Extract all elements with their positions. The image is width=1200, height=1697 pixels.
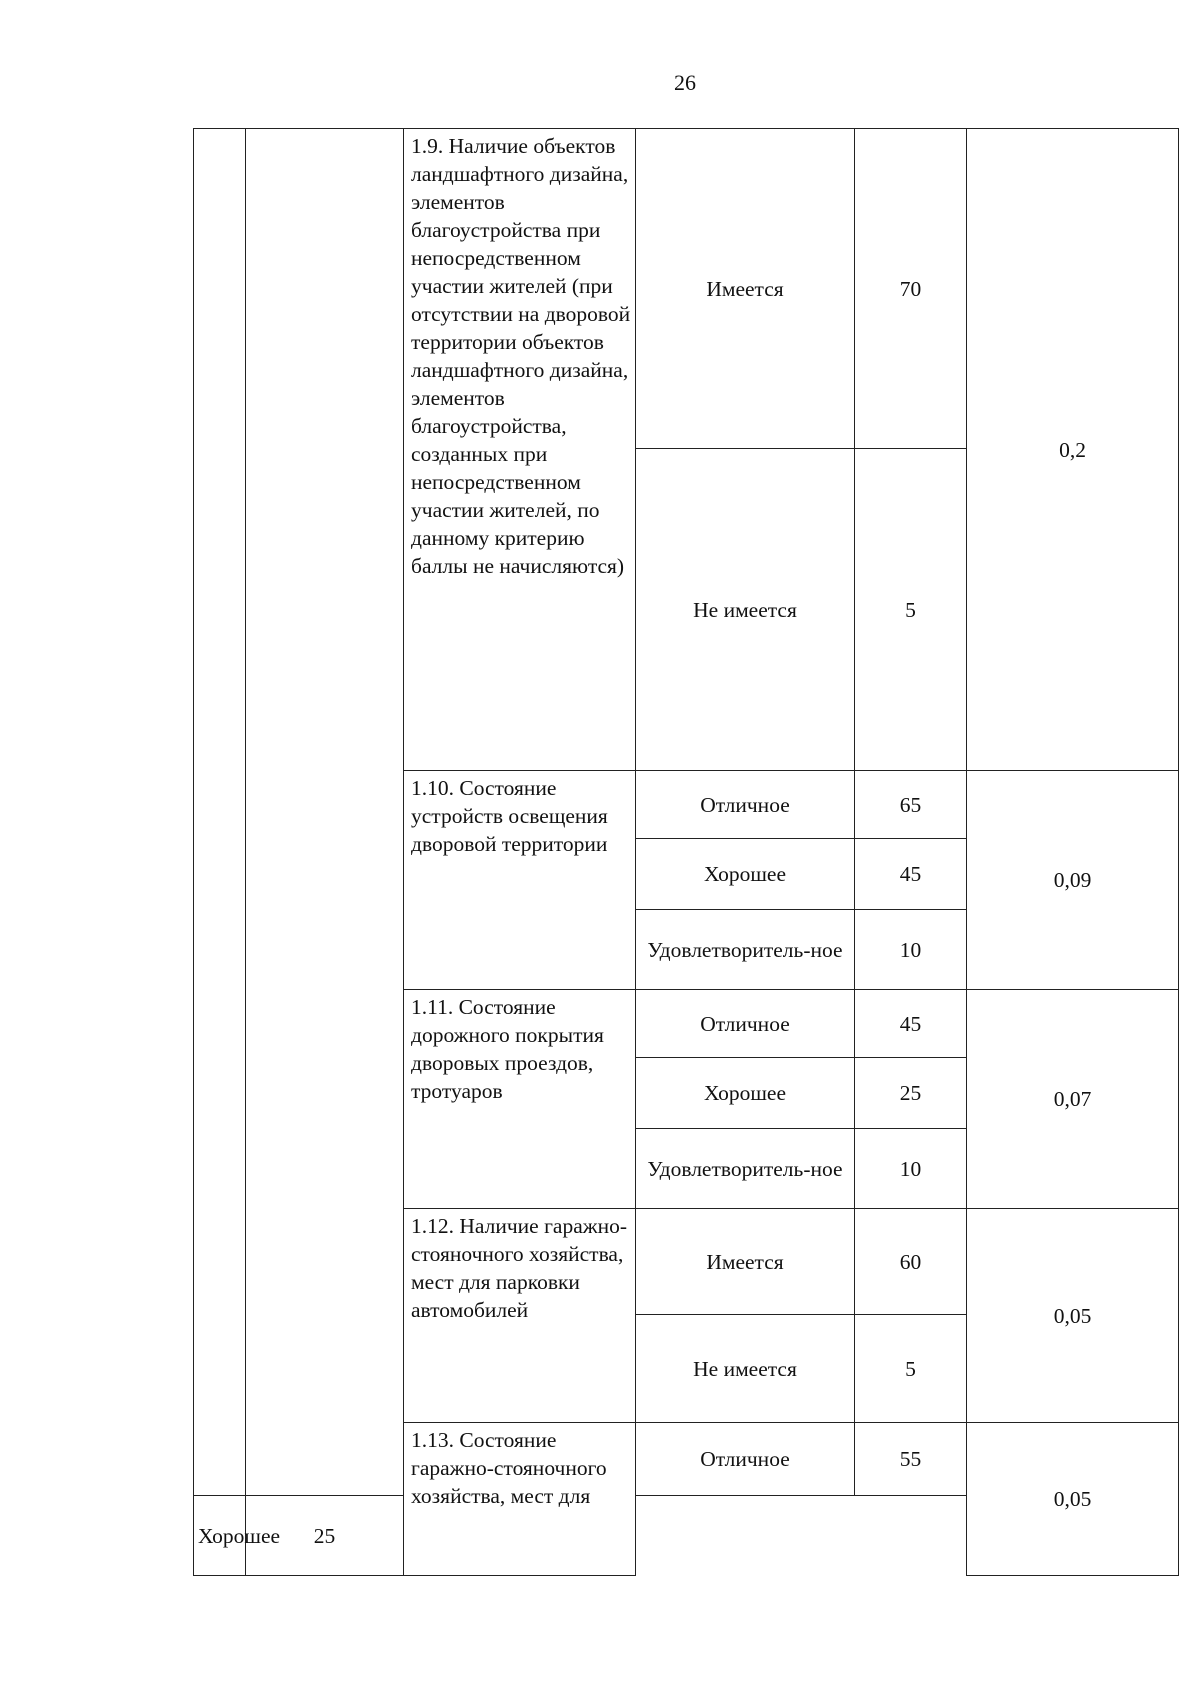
weight-cell: 0,05 [967, 1423, 1179, 1576]
option-points: 5 [855, 449, 967, 771]
option-value: Хорошее [636, 1058, 855, 1129]
criterion-cell: 1.9. Наличие объектов ландшафтного дизайна, элементов благоустройства при непосредственном участии жителей (при отсутствии на дворовой территории объектов ландшафтного дизайна, элементов благоустройства, созданных при непосредственном участии жителей, по данному критерию баллы не начисляются) [404, 129, 636, 771]
option-points: 10 [855, 1129, 967, 1209]
option-value: Отличное [636, 771, 855, 839]
weight-cell: 0,05 [967, 1209, 1179, 1423]
option-points: 25 [246, 1496, 404, 1576]
option-value: Удовлетворитель-ное [636, 910, 855, 990]
page-number: 26 [674, 70, 696, 95]
criterion-cell: 1.12. Наличие гаражно-стояночного хозяйства, мест для парковки автомобилей [404, 1209, 636, 1423]
option-points: 55 [855, 1423, 967, 1496]
criterion-cell: 1.13. Состояние гаражно-стояночного хозяйства, мест для [404, 1423, 636, 1576]
option-value: Имеется [636, 1209, 855, 1315]
option-value: Отличное [636, 990, 855, 1058]
option-value: Удовлетворитель-ное [636, 1129, 855, 1209]
option-points: 10 [855, 910, 967, 990]
option-value: Хорошее [636, 839, 855, 910]
option-points: 5 [855, 1315, 967, 1423]
option-points: 60 [855, 1209, 967, 1315]
empty-section-cell [246, 129, 404, 1496]
empty-number-cell [194, 129, 246, 1496]
weight-cell: 0,09 [967, 771, 1179, 990]
option-value: Не имеется [636, 449, 855, 771]
option-points: 45 [855, 839, 967, 910]
criteria-table [193, 128, 1179, 1576]
option-points: 65 [855, 771, 967, 839]
table-row [194, 129, 1179, 449]
option-points: 45 [855, 990, 967, 1058]
option-value: Отличное [636, 1423, 855, 1496]
criterion-cell: 1.10. Состояние устройств освещения дворовой территории [404, 771, 636, 990]
option-points: 70 [855, 129, 967, 449]
option-value: Не имеется [636, 1315, 855, 1423]
option-points: 25 [855, 1058, 967, 1129]
weight-cell: 0,2 [967, 129, 1179, 771]
criterion-cell: 1.11. Состояние дорожного покрытия дворовых проездов, тротуаров [404, 990, 636, 1209]
option-value: Хорошее [194, 1496, 246, 1576]
weight-cell: 0,07 [967, 990, 1179, 1209]
option-value: Имеется [636, 129, 855, 449]
